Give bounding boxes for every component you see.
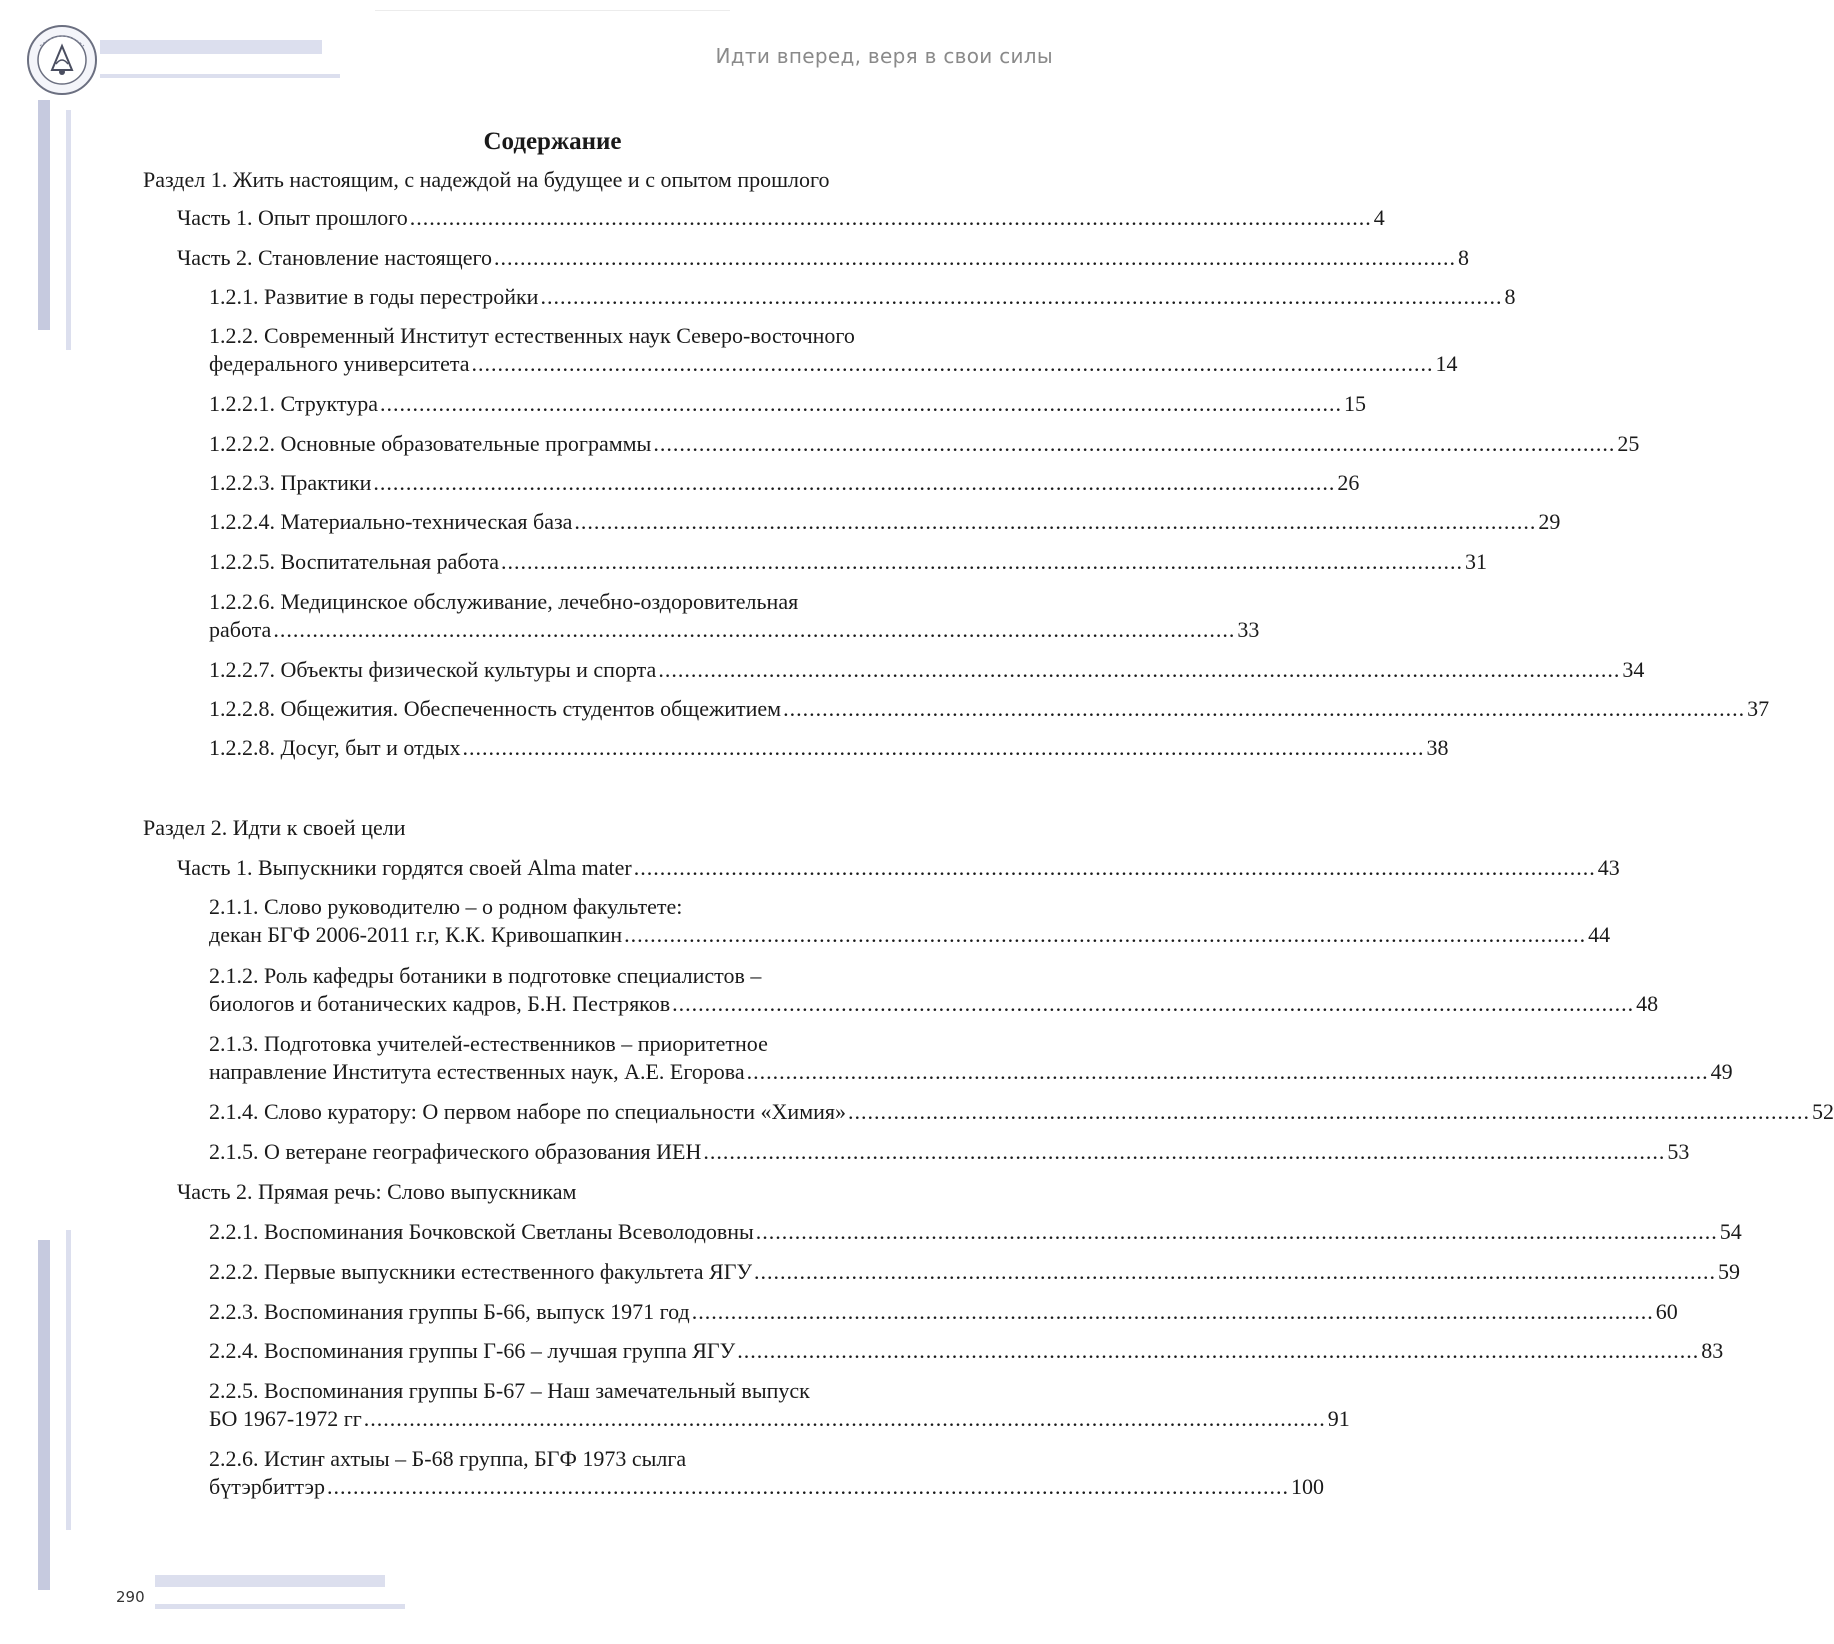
entry-title: 1.2.2.8. Общежития. Обеспеченность студентов общежитием xyxy=(209,696,782,721)
entry-title: 1.2.2.4. Материально-техническая база xyxy=(209,509,573,534)
entry-page: 37 xyxy=(1747,696,1770,721)
entry-page: 26 xyxy=(1337,470,1360,495)
leader-dots: .................................................................................................................................................... xyxy=(653,431,1616,456)
leader-dots: .................................................................................................................................................... xyxy=(755,1219,1718,1244)
entry-title: 1.2.2.7. Объекты физической культуры и спорта xyxy=(209,657,657,682)
toc-entry xyxy=(209,1298,1678,1326)
toc-entry xyxy=(209,1218,1742,1246)
entry-page: 54 xyxy=(1719,1219,1742,1244)
toc-entry xyxy=(209,962,1659,1018)
entry-page: 34 xyxy=(1622,657,1645,682)
entry-title: биологов и ботанических кадров, Б.Н. Пестряков xyxy=(209,991,671,1016)
entry-page: 14 xyxy=(1435,351,1458,376)
leader-dots: .................................................................................................................................................... xyxy=(703,1139,1666,1164)
entry-page: 25 xyxy=(1617,431,1640,456)
toc-entry xyxy=(209,1030,1733,1086)
leader-dots: .................................................................................................................................................... xyxy=(658,657,1621,682)
entry-page: 48 xyxy=(1636,991,1659,1016)
decorative-bar-bottom-left xyxy=(38,1240,50,1590)
entry-title-line1: 2.1.1. Слово руководителю – о родном факультете: xyxy=(209,894,683,919)
toc-entry xyxy=(209,1337,1724,1365)
entry-page: 38 xyxy=(1426,735,1449,760)
entry-page: 29 xyxy=(1538,509,1561,534)
entry-page: 33 xyxy=(1237,617,1260,642)
entry-title: 1.2.2.1. Структура xyxy=(209,391,378,416)
entry-page: 4 xyxy=(1373,205,1385,230)
toc-entry xyxy=(209,1258,1741,1286)
leader-dots: .................................................................................................................................................... xyxy=(754,1259,1717,1284)
entry-title: работа xyxy=(209,617,272,642)
leader-dots: .................................................................................................................................................... xyxy=(373,470,1336,495)
entry-title: 2.2.3. Воспоминания группы Б-66, выпуск 1971 год xyxy=(209,1299,690,1324)
section-heading: Раздел 1. Жить настоящим, с надеждой на будущее и с опытом прошлого xyxy=(143,167,830,192)
toc-entry xyxy=(209,1377,1350,1433)
leader-dots: .................................................................................................................................................... xyxy=(471,351,1434,376)
toc-entry xyxy=(209,893,1611,949)
entry-title: 2.2.4. Воспоминания группы Г-66 – лучшая группа ЯГУ xyxy=(209,1338,736,1363)
entry-title: 1.2.1. Развитие в годы перестройки xyxy=(209,284,539,309)
entry-title: 1.2.2.5. Воспитательная работа xyxy=(209,549,499,574)
entry-page: 100 xyxy=(1290,1474,1324,1499)
leader-dots: .................................................................................................................................................... xyxy=(737,1338,1700,1363)
entry-page: 31 xyxy=(1464,549,1487,574)
entry-page: 43 xyxy=(1597,855,1620,880)
decorative-bar-bottom xyxy=(155,1575,385,1587)
leader-dots: .................................................................................................................................................... xyxy=(672,991,1635,1016)
header-motto: Идти вперед, веря в свои силы xyxy=(715,44,1053,68)
toc-entry xyxy=(209,390,1366,418)
entry-page: 83 xyxy=(1701,1338,1724,1363)
entry-page: 59 xyxy=(1718,1259,1741,1284)
institute-seal-logo xyxy=(26,24,98,96)
toc-title: Содержание xyxy=(483,128,622,155)
entry-title-line1: 2.2.6. Истиҥ ахтыы – Б-68 группа, БГФ 1973 сылга xyxy=(209,1446,687,1471)
toc-entry xyxy=(177,244,1469,272)
entry-title: 2.2.1. Воспоминания Бочковской Светланы Всеволодовны xyxy=(209,1219,754,1244)
toc-entry xyxy=(209,1138,1690,1166)
leader-dots: .................................................................................................................................................... xyxy=(633,855,1596,880)
leader-dots: .................................................................................................................................................... xyxy=(624,922,1587,947)
entry-title: декан БГФ 2006-2011 г.г, К.К. Кривошапкин xyxy=(209,922,623,947)
toc-entry xyxy=(209,1098,1834,1126)
leader-dots: .................................................................................................................................................... xyxy=(409,205,1372,230)
section-heading: Раздел 2. Идти к своей цели xyxy=(143,815,406,840)
leader-dots: .................................................................................................................................................... xyxy=(746,1059,1709,1084)
toc-entry xyxy=(209,734,1449,762)
entry-page: 44 xyxy=(1588,922,1611,947)
part-heading: Часть 2. Прямая речь: Слово выпускникам xyxy=(177,1179,577,1204)
entry-title: 1.2.2.3. Практики xyxy=(209,470,372,495)
decorative-bar-bottom-thin xyxy=(155,1604,405,1609)
toc-entry xyxy=(209,508,1561,536)
leader-dots: .................................................................................................................................................... xyxy=(273,617,1236,642)
top-rule xyxy=(375,10,730,11)
entry-title: федерального университета xyxy=(209,351,470,376)
entry-title: Часть 1. Выпускники гордятся своей Alma mater xyxy=(177,855,632,880)
entry-page: 49 xyxy=(1710,1059,1733,1084)
leader-dots: .................................................................................................................................................... xyxy=(493,245,1456,270)
leader-dots: .................................................................................................................................................... xyxy=(848,1099,1811,1124)
entry-title: 1.2.2.8. Досуг, быт и отдых xyxy=(209,735,461,760)
toc-entry xyxy=(209,469,1360,497)
entry-title-line1: 2.1.2. Роль кафедры ботаники в подготовке специалистов – xyxy=(209,963,762,988)
toc-entry xyxy=(209,548,1487,576)
leader-dots: .................................................................................................................................................... xyxy=(462,735,1425,760)
entry-title-line1: 2.1.3. Подготовка учителей-естественников – приоритетное xyxy=(209,1031,768,1056)
leader-dots: .................................................................................................................................................... xyxy=(379,391,1342,416)
entry-title-line1: 2.2.5. Воспоминания группы Б-67 – Наш замечательный выпуск xyxy=(209,1378,810,1403)
toc-entry xyxy=(177,854,1620,882)
entry-page: 60 xyxy=(1655,1299,1678,1324)
entry-title-line1: 1.2.2. Современный Институт естественных наук Северо-восточного xyxy=(209,323,855,348)
entry-page: 8 xyxy=(1504,284,1516,309)
leader-dots: .................................................................................................................................................... xyxy=(574,509,1537,534)
toc-entry xyxy=(209,322,1458,378)
decorative-bar-bottom-left-thin xyxy=(66,1230,71,1530)
leader-dots: .................................................................................................................................................... xyxy=(326,1474,1289,1499)
entry-page: 53 xyxy=(1667,1139,1690,1164)
entry-title: Часть 1. Опыт прошлого xyxy=(177,205,408,230)
leader-dots: .................................................................................................................................................... xyxy=(500,549,1463,574)
leader-dots: .................................................................................................................................................... xyxy=(363,1406,1326,1431)
toc-entry xyxy=(209,656,1645,684)
leader-dots: .................................................................................................................................................... xyxy=(783,696,1746,721)
entry-title: 1.2.2.2. Основные образовательные программы xyxy=(209,431,652,456)
toc-entry xyxy=(209,588,1260,644)
entry-page: 52 xyxy=(1812,1099,1834,1124)
entry-page: 15 xyxy=(1343,391,1366,416)
entry-page: 8 xyxy=(1457,245,1469,270)
entry-title-line1: 1.2.2.6. Медицинское обслуживание, лечебно-оздоровительная xyxy=(209,589,799,614)
entry-title: БО 1967-1972 гг xyxy=(209,1406,362,1431)
decorative-bar-top xyxy=(100,40,322,54)
leader-dots: .................................................................................................................................................... xyxy=(691,1299,1654,1324)
toc-entry xyxy=(209,283,1516,311)
toc-entry xyxy=(209,430,1640,458)
leader-dots: .................................................................................................................................................... xyxy=(540,284,1503,309)
toc-entry xyxy=(177,204,1385,232)
page-number: 290 xyxy=(116,1588,145,1606)
toc-entry xyxy=(209,1445,1324,1501)
entry-title: 2.2.2. Первые выпускники естественного факультета ЯГУ xyxy=(209,1259,753,1284)
entry-title: бүтэрбиттэр xyxy=(209,1474,325,1499)
entry-title: направление Института естественных наук, А.Е. Егорова xyxy=(209,1059,745,1084)
toc-entry xyxy=(209,695,1770,723)
entry-title: Часть 2. Становление настоящего xyxy=(177,245,492,270)
entry-title: 2.1.5. О ветеране географического образования ИЕН xyxy=(209,1139,702,1164)
entry-page: 91 xyxy=(1327,1406,1350,1431)
entry-title: 2.1.4. Слово куратору: О первом наборе по специальности «Химия» xyxy=(209,1099,847,1124)
decorative-bar-top-thin xyxy=(100,74,340,78)
